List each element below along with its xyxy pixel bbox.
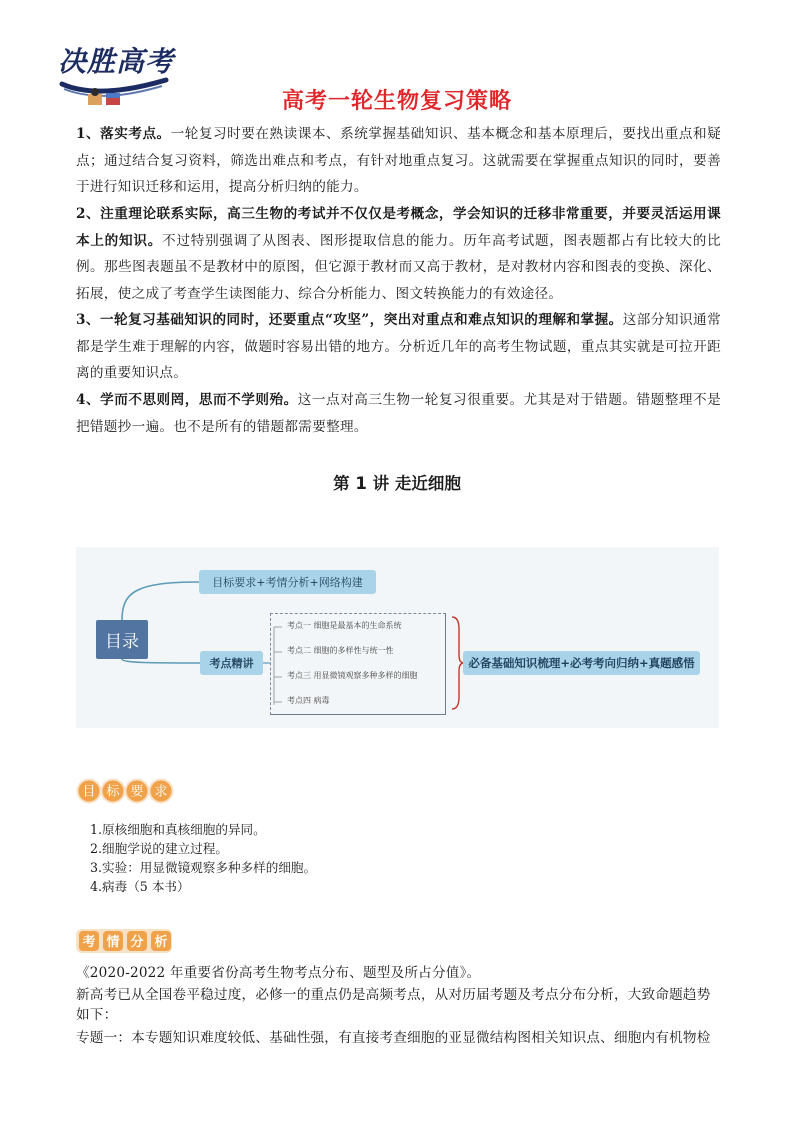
list-item: 2.细胞学说的建立过程。 (90, 841, 228, 856)
analysis-line-2: 新高考已从全国卷平稳过度，必修一的重点仍是高频考点，从对历届考题及考点分布分析，大致命题趋势如下： (76, 987, 711, 1023)
section-badge-analysis (76, 926, 176, 956)
strategy-head: 2、注重理论联系实际，高三生物的考试并不仅仅是考概念，学会知识的迁移非常重要，并要灵活运用课本上的知识。 (76, 206, 721, 249)
strategy-head: 4、学而不思则罔，思而不学则殆。 (76, 392, 298, 408)
section-badge-goals (76, 776, 176, 806)
badge-char: 要 (130, 784, 144, 800)
strategy-head: 3、一轮复习基础知识的同时，还要重点“攻坚”，突出对重点和难点知识的理解和掌握。 (76, 312, 623, 328)
goals-list (90, 820, 316, 896)
strategy-body: 不过特别强调了从图表、图形提取信息的能力。历年高考试题，图表题都占有比较大的比例。那些图表题虽不是教材中的原图，但它源于教材而又高于教材，是对教材内容和图表的变换、深化、拓展，使之成了考查学生读图能力、综合分析能力、图文转换能力的有效途径。 (76, 232, 721, 302)
strategy-paragraph-4 (76, 387, 721, 440)
badge-char: 求 (154, 784, 168, 800)
strategy-body: 这一点对高三生物一轮复习很重要。尤其是对于错题。错题整理不是把错题抄一遍。也不是所有的错题都需要整理。 (76, 392, 721, 435)
document-title: 高考一轮生物复习策略 (281, 89, 512, 114)
logo-text: 决胜高考 (58, 45, 175, 78)
mind-map-root: 目录 (96, 620, 148, 659)
strategy-body: 一轮复习时要在熟读课本、系统掌握基础知识、基本概念和基本原理后，要找出重点和疑点；通过结合复习资料，筛选出难点和考点，有针对地重点复习。这就需要在掌握重点知识的同时，要善于进行知识迁移和运用，提高分析归纳的能力。 (76, 126, 721, 195)
strategy-paragraph-2 (76, 201, 721, 307)
mind-map-goal-node: 目标要求+考情分析+网络构建 (199, 570, 376, 594)
list-item: 4.病毒（5 本书） (90, 879, 190, 894)
analysis-line-1: 《2020-2022 年重要省份高考生物考点分布、题型及所占分值》。 (76, 965, 481, 981)
badge-char: 分 (130, 935, 144, 950)
mind-map-item-3: 考点三 用显微镜观察多种多样的细胞 (287, 671, 418, 680)
strategy-paragraph-3 (76, 307, 721, 387)
badge-char: 考 (82, 935, 96, 950)
mind-map-keypoint-node: 考点精讲 (200, 651, 263, 675)
strategy-head: 1、落实考点。 (76, 126, 171, 142)
badge-char: 情 (106, 935, 120, 950)
badge-char: 标 (106, 784, 120, 800)
strategy-paragraph-1 (76, 121, 721, 201)
lecture-title: 第 1 讲 走近细胞 (333, 474, 461, 493)
mind-map (76, 547, 719, 728)
badge-char: 目 (82, 784, 96, 800)
list-item: 1.原核细胞和真核细胞的异同。 (90, 822, 266, 837)
badge-char: 析 (154, 935, 168, 950)
mind-map-item-1: 考点一 细胞是最基本的生命系统 (287, 621, 402, 630)
list-item: 3.实验：用显微镜观察多种多样的细胞。 (90, 860, 317, 875)
analysis-line-3: 专题一：本专题知识难度较低、基础性强，有直接考查细胞的亚显微结构图相关知识点、细胞内有机物检 (76, 1030, 711, 1046)
mind-map-summary-node: 必备基础知识梳理+必考考向归纳+真题感悟 (463, 651, 700, 675)
mind-map-item-2: 考点二 细胞的多样性与统一性 (287, 646, 394, 655)
mind-map-item-4: 考点四 病毒 (287, 696, 330, 705)
strategy-body: 这部分知识通常都是学生难于理解的内容，做题时容易出错的地方。分析近几年的高考生物试题，重点其实就是可拉开距离的重要知识点。 (76, 312, 721, 381)
